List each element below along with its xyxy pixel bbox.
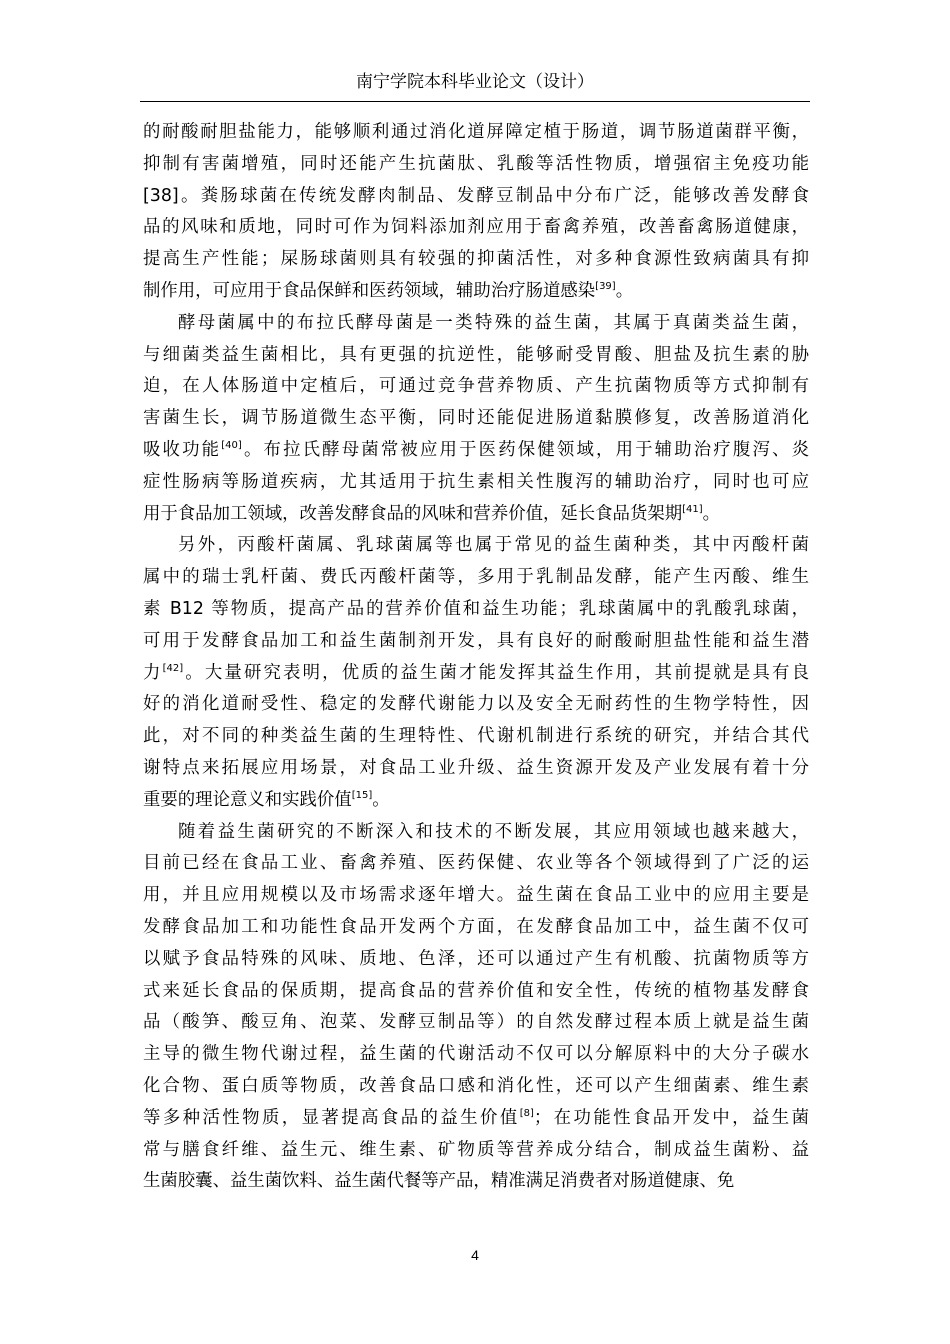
line-text: 生菌胶囊、益生菌饮料、益生菌代餐等产品，精准满足消费者对肠道健康、免 bbox=[143, 1171, 735, 1192]
header-rule bbox=[140, 101, 810, 102]
text-line bbox=[143, 658, 809, 690]
line-text: 发酵食品加工和功能性食品开发两个方面，在发酵食品加工中，益生菌不仅可 bbox=[143, 916, 809, 937]
line-text: 用于食品加工领域，改善发酵食品的风味和营养价值，延长食品货架期 bbox=[143, 503, 683, 524]
line-text: 制作用，可应用于食品保鲜和医药领域，辅助治疗肠道感染 bbox=[143, 280, 596, 301]
line-text: 品（酸笋、酸豆角、泡菜、发酵豆制品等）的自然发酵过程本质上就是益生菌 bbox=[143, 1012, 809, 1033]
paragraph bbox=[143, 117, 809, 308]
line-text: 式来延长食品的保质期，提高食品的营养价值和安全性，传统的植物基发酵食 bbox=[143, 980, 809, 1001]
text-line bbox=[143, 1039, 809, 1071]
line-text: 害菌生长，调节肠道微生态平衡，同时还能促进肠道黏膜修复，改善肠道消化 bbox=[143, 408, 809, 429]
citation-reference: [39] bbox=[595, 280, 616, 292]
paragraph bbox=[143, 530, 809, 816]
line-text: 吸收功能 bbox=[143, 439, 222, 460]
text-line bbox=[143, 626, 809, 658]
text-line bbox=[143, 976, 809, 1008]
text-line bbox=[143, 435, 809, 467]
line-text: 谢特点来拓展应用场景，对食品工业升级、益生资源开发及产业发展有着十分 bbox=[143, 757, 809, 778]
text-line bbox=[143, 1166, 809, 1198]
line-text-after-citation: 。 bbox=[615, 280, 634, 301]
text-line bbox=[143, 785, 809, 817]
line-text: 等多种活性物质，显著提高食品的益生价值 bbox=[143, 1107, 520, 1128]
text-line bbox=[143, 149, 809, 181]
line-text: 可用于发酵食品加工和益生菌制剂开发，具有良好的耐酸耐胆盐性能和益生潜 bbox=[143, 630, 809, 651]
line-text: 症性肠病等肠道疾病，尤其适用于抗生素相关性腹泻的辅助治疗，同时也可应 bbox=[143, 471, 809, 492]
text-line bbox=[143, 880, 809, 912]
text-line bbox=[143, 530, 809, 562]
line-text-after-citation: 。 bbox=[372, 789, 390, 810]
line-text-after-citation: 。 bbox=[702, 503, 721, 524]
line-text: 常与膳食纤维、益生元、维生素、矿物质等营养成分结合，制成益生菌粉、益 bbox=[143, 1139, 809, 1160]
text-line bbox=[143, 276, 809, 308]
text-line bbox=[143, 499, 809, 531]
line-text: 用，并且应用规模以及市场需求逐年增大。益生菌在食品工业中的应用主要是 bbox=[143, 885, 809, 906]
text-line bbox=[143, 944, 809, 976]
text-line bbox=[143, 244, 809, 276]
body-text bbox=[143, 117, 809, 1198]
text-line bbox=[143, 403, 809, 435]
line-text-after-citation: ；在功能性食品开发中，益生菌 bbox=[533, 1107, 809, 1128]
citation-reference: [8] bbox=[519, 1107, 534, 1119]
text-line bbox=[143, 594, 809, 626]
page-number: 4 bbox=[471, 1247, 479, 1263]
line-text: 好的消化道耐受性、稳定的发酵代谢能力以及安全无耐药性的生物学特性，因 bbox=[143, 694, 809, 715]
text-line bbox=[143, 308, 809, 340]
text-line bbox=[143, 1135, 809, 1167]
citation-reference: [42] bbox=[162, 662, 184, 674]
line-text: 另外，丙酸杆菌属、乳球菌属等也属于常见的益生菌种类，其中丙酸杆菌 bbox=[178, 535, 809, 556]
citation-reference: [41] bbox=[682, 503, 703, 515]
line-text: 目前已经在食品工业、畜禽养殖、医药保健、农业等各个领域得到了广泛的运 bbox=[143, 853, 809, 874]
line-text: 重要的理论意义和实践价值 bbox=[143, 789, 352, 810]
text-line bbox=[143, 212, 809, 244]
text-line bbox=[143, 912, 809, 944]
line-text: 抑制有害菌增殖，同时还能产生抗菌肽、乳酸等活性物质，增强宿主免疫功能 bbox=[143, 153, 809, 174]
line-text: [38]。粪肠球菌在传统发酵肉制品、发酵豆制品中分布广泛，能够改善发酵食 bbox=[143, 185, 809, 206]
line-text: 化合物、蛋白质等物质，改善食品口感和消化性，还可以产生细菌素、维生素 bbox=[143, 1075, 809, 1096]
text-line bbox=[143, 1071, 809, 1103]
text-line bbox=[143, 562, 809, 594]
line-text: 与细菌类益生菌相比，具有更强的抗逆性，能够耐受胃酸、胆盐及抗生素的胁 bbox=[143, 344, 809, 365]
paragraph bbox=[143, 308, 809, 531]
line-text: 随着益生菌研究的不断深入和技术的不断发展，其应用领域也越来越大， bbox=[178, 821, 809, 842]
line-text: 迫，在人体肠道中定植后，可通过竞争营养物质、产生抗菌物质等方式抑制有 bbox=[143, 376, 809, 397]
text-line bbox=[143, 848, 809, 880]
line-text: 的耐酸耐胆盐能力，能够顺利通过消化道屏障定植于肠道，调节肠道菌群平衡， bbox=[143, 122, 809, 142]
running-header-title: 南宁学院本科毕业论文（设计） bbox=[356, 72, 594, 92]
line-text-after-citation: 。大量研究表明，优质的益生菌才能发挥其益生作用，其前提就是具有良 bbox=[183, 662, 809, 683]
text-line bbox=[143, 117, 809, 149]
line-text: 素 B12 等物质，提高产品的营养价值和益生功能；乳球菌属中的乳酸乳球菌， bbox=[143, 598, 809, 619]
text-line bbox=[143, 467, 809, 499]
line-text: 属中的瑞士乳杆菌、费氏丙酸杆菌等，多用于乳制品发酵，能产生丙酸、维生 bbox=[143, 567, 809, 588]
text-line bbox=[143, 721, 809, 753]
text-line bbox=[143, 817, 809, 849]
text-line bbox=[143, 1007, 809, 1039]
line-text: 力 bbox=[143, 662, 163, 683]
line-text: 此，对不同的种类益生菌的生理特性、代谢机制进行系统的研究，并结合其代 bbox=[143, 726, 809, 747]
text-line bbox=[143, 753, 809, 785]
line-text: 主导的微生物代谢过程，益生菌的代谢活动不仅可以分解原料中的大分子碳水 bbox=[143, 1044, 809, 1065]
paragraph bbox=[143, 817, 809, 1199]
citation-reference: [40] bbox=[221, 439, 242, 451]
text-line bbox=[143, 1103, 809, 1135]
text-line bbox=[143, 340, 809, 372]
text-line bbox=[143, 371, 809, 403]
text-line bbox=[143, 689, 809, 721]
line-text-after-citation: 。布拉氏酵母菌常被应用于医药保健领域，用于辅助治疗腹泻、炎 bbox=[241, 439, 809, 460]
line-text: 酵母菌属中的布拉氏酵母菌是一类特殊的益生菌，其属于真菌类益生菌， bbox=[178, 312, 809, 333]
text-line bbox=[143, 181, 809, 213]
line-text: 提高生产性能；屎肠球菌则具有较强的抑菌活性，对多种食源性致病菌具有抑 bbox=[143, 249, 809, 270]
line-text: 以赋予食品特殊的风味、质地、色泽，还可以通过产生有机酸、抗菌物质等方 bbox=[143, 948, 809, 969]
line-text: 品的风味和质地，同时可作为饲料添加剂应用于畜禽养殖，改善畜禽肠道健康， bbox=[143, 217, 809, 238]
citation-reference: [15] bbox=[351, 789, 373, 801]
